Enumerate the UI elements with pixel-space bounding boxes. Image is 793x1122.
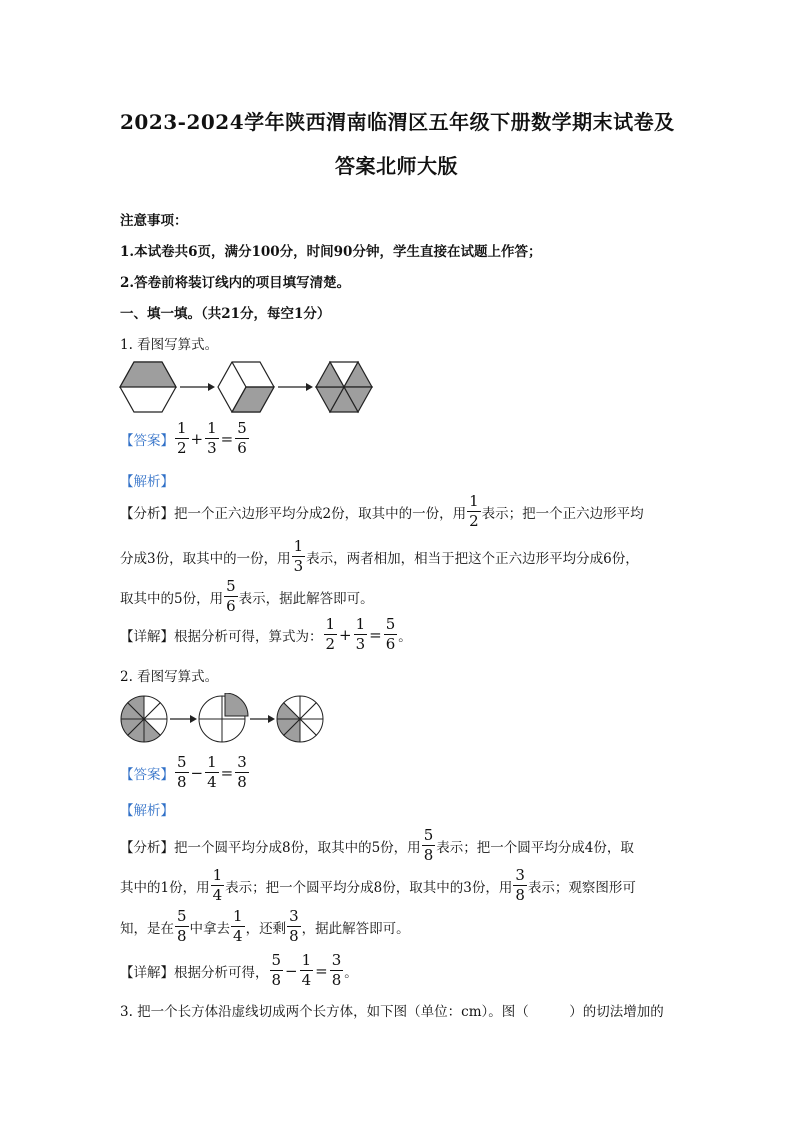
text-run: 表示；把一个圆平均分成4份，取 (436, 839, 634, 856)
frac-num: 1 (293, 537, 304, 555)
q1-fenxi-line3 (120, 577, 374, 616)
frac-den: 8 (331, 971, 342, 989)
section-heading: 一、填一填。（共21分，每空1分） (120, 306, 331, 322)
q2-detail-frac-b (300, 951, 314, 990)
q2-detail (120, 951, 358, 990)
q1-answer-frac-b (205, 419, 219, 458)
frac-num: 3 (331, 951, 342, 969)
q3-stem: 3. 把一个长方体沿虚线切成两个长方体，如下图（单位：cm）。图（ ）的切法增加的 (120, 1004, 664, 1020)
q2-fenxi-frac-3 (513, 866, 527, 905)
text-run: 分成3份，取其中的一份，用 (120, 550, 291, 567)
q2-answer-op: − (190, 763, 204, 782)
frac-den: 6 (226, 597, 236, 615)
q2-answer (120, 753, 250, 792)
q2-fenxi-label: 【分析】 (120, 839, 174, 856)
frac-num: 1 (207, 753, 217, 771)
frac-num: 3 (289, 907, 299, 925)
q2-fenxi-frac-4 (175, 907, 189, 946)
text-run: 根据分析可得， (174, 964, 269, 981)
frac-num: 1 (177, 419, 187, 437)
text-run: 表示；把一个正六边形平均 (481, 505, 644, 522)
text-run: 取其中的5份，用 (120, 590, 224, 607)
frac-num: 1 (301, 951, 312, 969)
text-run: 表示；把一个圆平均分成8份，取其中的3份，用 (225, 879, 513, 896)
frac-num: 3 (515, 866, 525, 884)
text-run: ，还剩 (245, 920, 287, 937)
q2-detail-frac-a (270, 951, 284, 990)
text-run: ，据此解答即可。 (301, 920, 410, 937)
q1-analysis-label: 【解析】 (120, 474, 174, 490)
q1-fenxi-frac-2 (292, 537, 306, 576)
frac-den: 3 (207, 439, 217, 457)
q1-fenxi-line2 (120, 537, 639, 576)
q2-fenxi-line1 (120, 826, 634, 865)
frac-num: 1 (469, 492, 479, 510)
frac-num: 1 (212, 866, 223, 884)
frac-den: 6 (385, 635, 396, 653)
notice-heading: 注意事项： (120, 213, 188, 229)
arrow-1 (208, 383, 215, 391)
op: − (285, 961, 298, 980)
frac-den: 2 (469, 512, 479, 530)
frac-num: 5 (237, 419, 247, 437)
q2-fenxi-frac-1 (422, 826, 436, 865)
q1-detail-frac-c (384, 615, 398, 654)
frac-den: 8 (237, 773, 247, 791)
frac-den: 8 (289, 927, 299, 945)
frac-den: 3 (293, 557, 304, 575)
frac-den: 8 (271, 971, 282, 989)
op: = (369, 625, 382, 644)
frac-den: 8 (177, 773, 187, 791)
op: = (315, 961, 328, 980)
frac-den: 4 (212, 886, 223, 904)
q2-fenxi-frac-5 (231, 907, 245, 946)
text-run: 表示；观察图形可 (527, 879, 636, 896)
q2-answer-frac-c (235, 753, 249, 792)
frac-num: 1 (325, 615, 336, 633)
op: + (339, 625, 352, 644)
q1-detail-label: 【详解】 (120, 628, 174, 645)
text-run: 把一个正六边形平均分成2份，取其中的一份，用 (174, 505, 467, 522)
q2-circle-figure (118, 693, 328, 745)
q1-answer-frac-a (175, 419, 189, 458)
frac-den: 8 (515, 886, 525, 904)
q2-answer-frac-b (205, 753, 219, 792)
q2-answer-frac-a (175, 753, 189, 792)
q2-fenxi-line2 (120, 866, 636, 905)
q2-fenxi-frac-6 (287, 907, 301, 946)
q1-fenxi-frac-1 (467, 492, 481, 531)
text-run: 表示，据此解答即可。 (238, 590, 374, 607)
frac-num: 3 (237, 753, 247, 771)
frac-den: 4 (233, 927, 243, 945)
page-title-line1: 2023-2024学年陕西渭南临渭区五年级下册数学期末试卷及 (120, 110, 675, 134)
q1-answer (120, 419, 250, 458)
q1-fenxi-label: 【分析】 (120, 505, 174, 522)
frac-den: 2 (177, 439, 187, 457)
q1-detail-frac-a (324, 615, 338, 654)
q2-stem: 2. 看图写算式。 (120, 669, 219, 685)
q1-answer-op: + (190, 429, 204, 448)
frac-num: 5 (271, 951, 282, 969)
notice-item-2: 2.答卷前将装订线内的项目填写清楚。 (120, 275, 351, 291)
q1-answer-label: 【答案】 (120, 432, 174, 449)
q1-answer-eq: = (220, 429, 234, 448)
text-run: 根据分析可得，算式为： (174, 628, 323, 645)
circle-2-removed-quarter (225, 693, 248, 716)
frac-den: 6 (237, 439, 247, 457)
arrow-1-head (190, 715, 197, 723)
text-run: 知，是在 (120, 920, 174, 937)
page-title-line2: 答案北师大版 (335, 154, 458, 178)
q1-stem: 1. 看图写算式。 (120, 337, 219, 353)
frac-num: 5 (177, 907, 187, 925)
q1-fenxi-frac-3 (224, 577, 238, 616)
text-run: 。 (344, 964, 358, 981)
frac-den: 8 (177, 927, 187, 945)
frac-num: 5 (177, 753, 187, 771)
q2-answer-label: 【答案】 (120, 766, 174, 783)
q2-detail-label: 【详解】 (120, 964, 174, 981)
q1-hexagon-figure (118, 359, 378, 415)
frac-num: 5 (423, 826, 434, 844)
q2-analysis-label: 【解析】 (120, 803, 174, 819)
frac-den: 2 (325, 635, 336, 653)
text-run: 。 (398, 628, 412, 645)
frac-num: 5 (385, 615, 396, 633)
q2-answer-eq: = (220, 763, 234, 782)
frac-num: 5 (226, 577, 236, 595)
text-run: 把一个圆平均分成8份，取其中的5份，用 (174, 839, 421, 856)
q1-detail (120, 615, 412, 654)
frac-den: 4 (301, 971, 312, 989)
frac-num: 1 (233, 907, 243, 925)
q1-answer-frac-c (235, 419, 249, 458)
q2-fenxi-frac-2 (211, 866, 225, 905)
q2-fenxi-line3 (120, 907, 410, 946)
frac-num: 1 (207, 419, 217, 437)
frac-den: 8 (423, 846, 434, 864)
hexagon-1-shaded-half (120, 362, 176, 387)
text-run: 表示，两者相加，相当于把这个正六边形平均分成6份， (306, 550, 639, 567)
q1-detail-frac-b (354, 615, 368, 654)
text-run: 中拿去 (189, 920, 231, 937)
arrow-2 (306, 383, 313, 391)
frac-den: 3 (355, 635, 366, 653)
q1-fenxi-line1 (120, 492, 644, 531)
notice-item-1: 1.本试卷共6页，满分100分，时间90分钟，学生直接在试题上作答； (120, 244, 542, 260)
arrow-2-head (268, 715, 275, 723)
q2-detail-frac-c (330, 951, 344, 990)
text-run: 其中的1份，用 (120, 879, 210, 896)
frac-num: 1 (355, 615, 366, 633)
frac-den: 4 (207, 773, 217, 791)
